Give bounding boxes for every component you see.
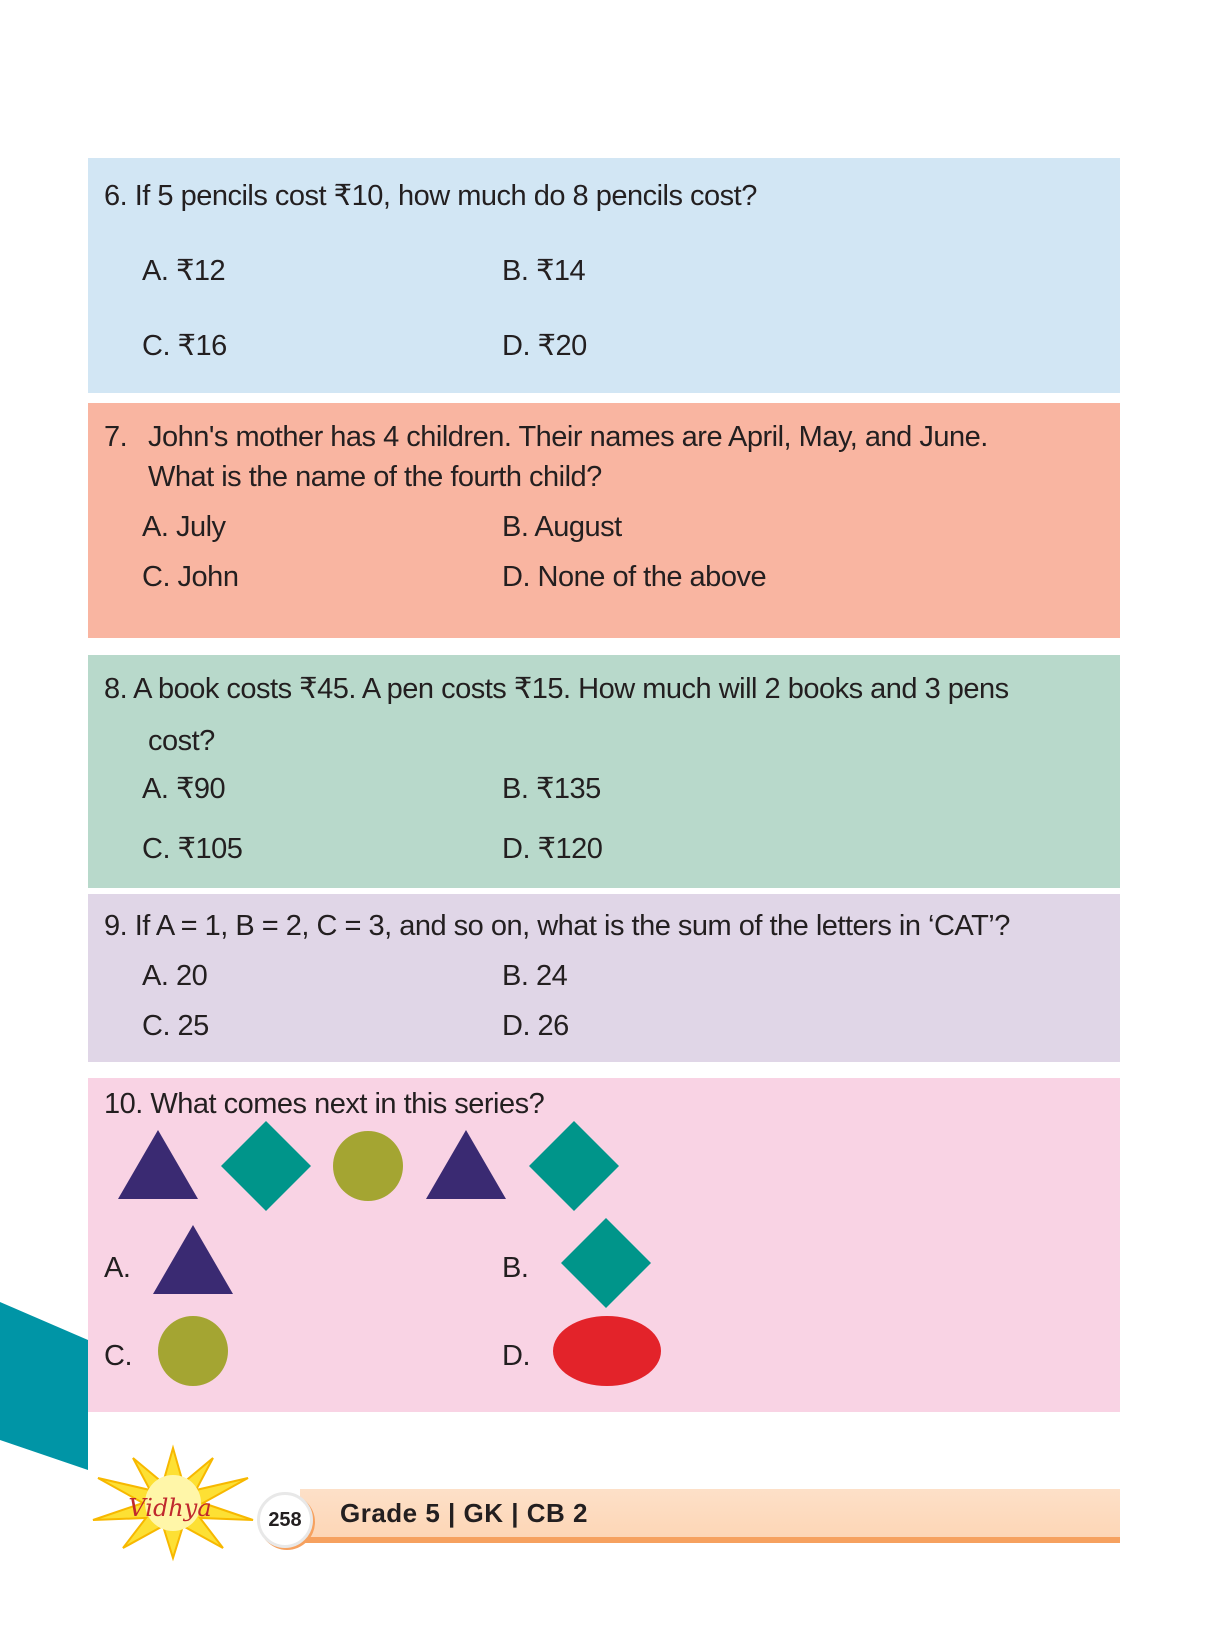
option-b[interactable]: B. August bbox=[502, 511, 622, 543]
question-6-text: 6. If 5 pencils cost ₹10, how much do 8 pencils cost? bbox=[104, 180, 757, 212]
question-7-text-line2: What is the name of the fourth child? bbox=[148, 461, 602, 493]
option-b-diamond[interactable] bbox=[561, 1218, 651, 1308]
option-b[interactable]: B. ₹135 bbox=[502, 773, 601, 805]
logo-text: Vidhya bbox=[128, 1494, 212, 1522]
option-b[interactable]: B. ₹14 bbox=[502, 255, 586, 287]
question-10-panel bbox=[88, 1078, 1120, 1412]
question-9-text: 9. If A = 1, B = 2, C = 3, and so on, what is the sum of the letters in ‘CAT’? bbox=[104, 910, 1010, 942]
option-d[interactable]: D. ₹120 bbox=[502, 833, 603, 865]
footer-text: Grade 5 | GK | CB 2 bbox=[340, 1498, 589, 1528]
option-a[interactable]: A. ₹12 bbox=[142, 255, 226, 287]
series-shapes bbox=[88, 1078, 1120, 1412]
series-diamond-2 bbox=[529, 1121, 619, 1211]
option-d-label[interactable]: D. bbox=[502, 1340, 530, 1372]
question-7-text-line1: John's mother has 4 children. Their names are April, May, and June. bbox=[148, 421, 988, 453]
page-number: 258 bbox=[257, 1492, 313, 1548]
series-triangle-1 bbox=[118, 1130, 198, 1199]
option-c[interactable]: C. ₹105 bbox=[142, 833, 243, 865]
option-a-label[interactable]: A. bbox=[104, 1252, 131, 1284]
series-triangle-2 bbox=[426, 1130, 506, 1199]
series-diamond-1 bbox=[221, 1121, 311, 1211]
question-6-panel bbox=[88, 158, 1120, 393]
option-c[interactable]: C. 25 bbox=[142, 1010, 209, 1042]
vidhya-logo bbox=[88, 1448, 258, 1558]
option-d[interactable]: D. 26 bbox=[502, 1010, 569, 1042]
question-8-text-line1: 8. A book costs ₹45. A pen costs ₹15. How much will 2 books and 3 pens bbox=[104, 673, 1009, 705]
option-a[interactable]: A. July bbox=[142, 511, 226, 543]
option-c[interactable]: C. ₹16 bbox=[142, 330, 227, 362]
question-7-number: 7. bbox=[104, 421, 128, 453]
option-b-label[interactable]: B. bbox=[502, 1252, 529, 1284]
series-circle-1 bbox=[333, 1131, 403, 1201]
option-c-label[interactable]: C. bbox=[104, 1340, 132, 1372]
option-a-triangle[interactable] bbox=[153, 1225, 233, 1294]
option-c-circle[interactable] bbox=[158, 1316, 228, 1386]
option-d[interactable]: D. None of the above bbox=[502, 561, 767, 593]
question-7-panel bbox=[88, 403, 1120, 638]
option-b[interactable]: B. 24 bbox=[502, 960, 568, 992]
option-a[interactable]: A. ₹90 bbox=[142, 773, 226, 805]
question-8-panel bbox=[88, 655, 1120, 888]
option-a[interactable]: A. 20 bbox=[142, 960, 208, 992]
option-d[interactable]: D. ₹20 bbox=[502, 330, 587, 362]
question-10-text: 10. What comes next in this series? bbox=[104, 1088, 545, 1120]
option-c[interactable]: C. John bbox=[142, 561, 239, 593]
question-9-panel bbox=[88, 894, 1120, 1062]
question-8-text-line2: cost? bbox=[148, 725, 215, 757]
option-d-oval[interactable] bbox=[553, 1316, 661, 1386]
